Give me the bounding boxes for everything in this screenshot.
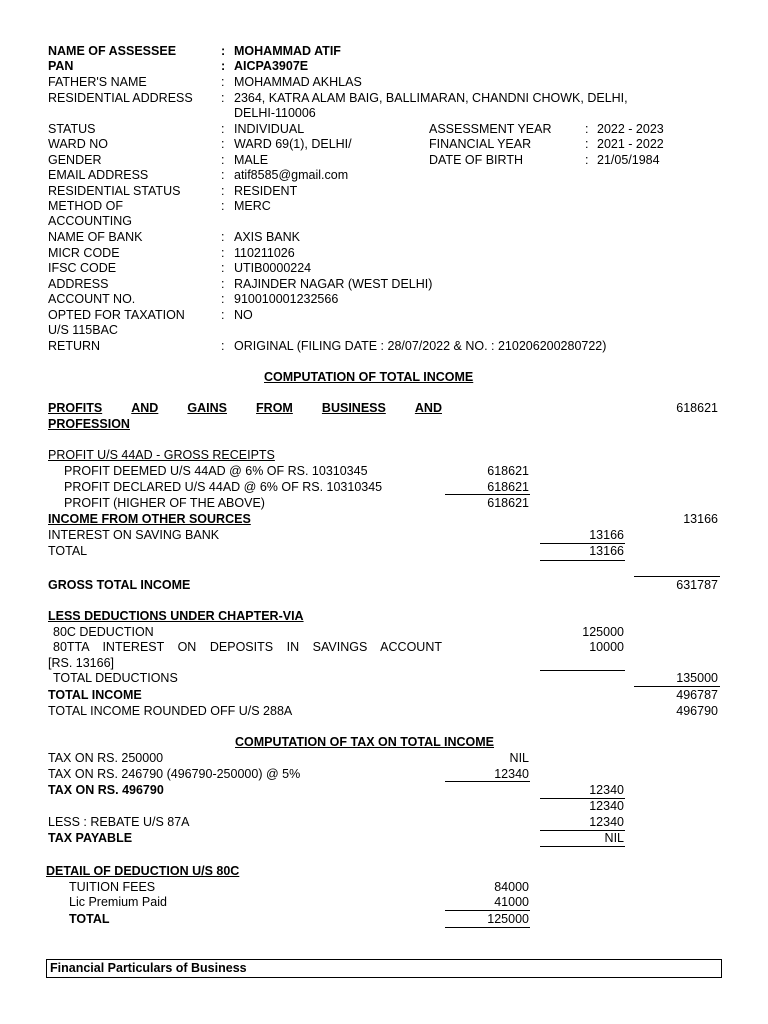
ios-total-value: 13166: [589, 544, 624, 558]
deductions-heading: LESS DEDUCTIONS UNDER CHAPTER-VIA: [48, 609, 304, 623]
total-deductions-label: TOTAL DEDUCTIONS: [53, 671, 178, 685]
rule: [445, 494, 530, 495]
dob-label: DATE OF BIRTH: [429, 153, 523, 167]
address-value-line2: DELHI-110006: [234, 106, 316, 120]
rule: [634, 686, 720, 687]
total-deductions-value: 135000: [676, 671, 718, 685]
deemed-label: PROFIT DEEMED U/S 44AD @ 6% OF RS. 10310345: [64, 464, 368, 478]
total-income-label: TOTAL INCOME: [48, 688, 142, 702]
name-value: MOHAMMAD ATIF: [234, 44, 341, 58]
pgbp-heading-word: FROM: [256, 401, 293, 415]
pgbp-heading-word: AND: [131, 401, 159, 415]
rule: [445, 910, 530, 911]
colon: :: [221, 246, 225, 260]
method-label-line2: ACCOUNTING: [48, 214, 133, 228]
rule: [634, 576, 720, 577]
colon: :: [221, 230, 225, 244]
pgbp-heading-word: PROFITS: [48, 401, 103, 415]
bank-address-label: ADDRESS: [48, 277, 109, 291]
assessment-year-label: ASSESSMENT YEAR: [429, 122, 552, 136]
status-label: STATUS: [48, 122, 96, 136]
father-value: MOHAMMAD AKHLAS: [234, 75, 362, 89]
slab2-value: 12340: [494, 767, 529, 781]
deemed-value: 618621: [487, 464, 529, 478]
bank-name-value: AXIS BANK: [234, 230, 300, 244]
pgbp-total: 618621: [676, 401, 718, 415]
slab1-value: NIL: [509, 751, 529, 765]
tax-subtotal-value: 12340: [589, 799, 624, 813]
colon: :: [221, 261, 225, 275]
tax-payable-label: TAX PAYABLE: [48, 831, 133, 845]
declared-value: 618621: [487, 480, 529, 494]
pan-label: PAN: [48, 59, 74, 73]
financial-year-value: 2021 - 2022: [597, 137, 664, 151]
email-value: atif8585@gmail.com: [234, 168, 349, 182]
address-value-line1: 2364, KATRA ALAM BAIG, BALLIMARAN, CHANDNI CHOWK, DELHI,: [234, 91, 628, 105]
address-label: RESIDENTIAL ADDRESS: [48, 91, 193, 105]
gti-label: GROSS TOTAL INCOME: [48, 578, 191, 592]
name-label: NAME OF ASSESSEE: [48, 44, 177, 58]
rule: [540, 846, 625, 847]
opted-label-line2: U/S 115BAC: [48, 323, 118, 337]
colon: :: [221, 339, 225, 353]
d80tta-value: 10000: [589, 640, 624, 654]
colon: :: [221, 292, 225, 306]
tax-payable-value: NIL: [604, 831, 624, 845]
rebate-label: LESS : REBATE U/S 87A: [48, 815, 190, 829]
pgbp-heading-word: AND: [414, 401, 442, 415]
ios-heading: INCOME FROM OTHER SOURCES: [48, 512, 251, 526]
colon: :: [221, 122, 225, 136]
rule: [540, 560, 625, 561]
u44ad-heading: PROFIT U/S 44AD - GROSS RECEIPTS: [48, 448, 275, 462]
residential-status-value: RESIDENT: [234, 184, 298, 198]
colon: :: [221, 184, 225, 198]
colon: :: [221, 137, 225, 151]
rule: [540, 670, 625, 671]
slab2-label: TAX ON RS. 246790 (496790-250000) @ 5%: [48, 767, 301, 781]
tuition-label: TUITION FEES: [69, 880, 156, 894]
micr-label: MICR CODE: [48, 246, 120, 260]
colon: :: [221, 308, 225, 322]
saving-value: 13166: [589, 528, 624, 542]
d80tta-label-line1: 80TTA INTEREST ON DEPOSITS IN SAVINGS ACCOUNT: [53, 640, 442, 654]
colon: :: [221, 44, 226, 58]
financial-particulars-title: Financial Particulars of Business: [50, 961, 247, 975]
colon: :: [221, 199, 225, 213]
assessment-year-value: 2022 - 2023: [597, 122, 664, 136]
opted-value: NO: [234, 308, 253, 322]
gender-label: GENDER: [48, 153, 102, 167]
account-label: ACCOUNT NO.: [48, 292, 136, 306]
ward-label: WARD NO: [48, 137, 108, 151]
saving-label: INTEREST ON SAVING BANK: [48, 528, 220, 542]
bank-name-label: NAME OF BANK: [48, 230, 143, 244]
colon: :: [221, 277, 225, 291]
dob-value: 21/05/1984: [597, 153, 660, 167]
rule: [445, 927, 530, 928]
ifsc-value: UTIB0000224: [234, 261, 312, 275]
slab1-label: TAX ON RS. 250000: [48, 751, 164, 765]
d80c-total-value: 125000: [487, 912, 529, 926]
gti-value: 631787: [676, 578, 718, 592]
return-label: RETURN: [48, 339, 101, 353]
total-income-value: 496787: [676, 688, 718, 702]
lic-label: Lic Premium Paid: [69, 895, 167, 909]
financial-particulars-box: [46, 959, 722, 978]
email-label: EMAIL ADDRESS: [48, 168, 149, 182]
colon: :: [221, 75, 225, 89]
colon: :: [585, 122, 589, 136]
financial-year-label: FINANCIAL YEAR: [429, 137, 532, 151]
method-label-line1: METHOD OF: [48, 199, 123, 213]
return-value: ORIGINAL (FILING DATE : 28/07/2022 & NO. : 210206200280722): [234, 339, 607, 353]
pgbp-heading: [48, 401, 442, 416]
ward-value: WARD 69(1), DELHI/: [234, 137, 352, 151]
bank-address-value: RAJINDER NAGAR (WEST DELHI): [234, 277, 433, 291]
colon: :: [221, 153, 225, 167]
gender-value: MALE: [234, 153, 269, 167]
tuition-value: 84000: [494, 880, 529, 894]
residential-status-label: RESIDENTIAL STATUS: [48, 184, 181, 198]
d80c-section-title: DETAIL OF DEDUCTION U/S 80C: [46, 864, 240, 878]
d80c-value: 125000: [582, 625, 624, 639]
status-value: INDIVIDUAL: [234, 122, 305, 136]
colon: :: [221, 168, 225, 182]
micr-value: 110211026: [234, 246, 295, 260]
colon: :: [585, 137, 589, 151]
ios-total-label: TOTAL: [48, 544, 88, 558]
declared-label: PROFIT DECLARED U/S 44AD @ 6% OF RS. 10310345: [64, 480, 383, 494]
opted-label-line1: OPTED FOR TAXATION: [48, 308, 185, 322]
rounded-income-label: TOTAL INCOME ROUNDED OFF U/S 288A: [48, 704, 293, 718]
higher-label: PROFIT (HIGHER OF THE ABOVE): [64, 496, 265, 510]
rule: [445, 781, 530, 782]
ios-total: 13166: [683, 512, 718, 526]
rounded-income-value: 496790: [676, 704, 718, 718]
higher-value: 618621: [487, 496, 529, 510]
tax-on-value: 12340: [589, 783, 624, 797]
colon: :: [221, 59, 226, 73]
lic-value: 41000: [494, 895, 529, 909]
colon: :: [221, 91, 225, 105]
pgbp-heading-line2: PROFESSION: [48, 417, 130, 431]
income-section-title: COMPUTATION OF TOTAL INCOME: [264, 370, 474, 384]
rebate-value: 12340: [589, 815, 624, 829]
tax-section-title: COMPUTATION OF TAX ON TOTAL INCOME: [235, 735, 495, 749]
method-value: MERC: [234, 199, 271, 213]
tax-on-label: TAX ON RS. 496790: [48, 783, 164, 797]
father-label: FATHER'S NAME: [48, 75, 147, 89]
pgbp-heading-word: BUSINESS: [321, 401, 386, 415]
pan-value: AICPA3907E: [234, 59, 309, 73]
d80c-label: 80C DEDUCTION: [53, 625, 154, 639]
d80tta-label-line2: [RS. 13166]: [48, 656, 115, 670]
d80c-total-label: TOTAL: [69, 912, 110, 926]
colon: :: [585, 153, 589, 167]
account-value: 910010001232566: [234, 292, 339, 306]
pgbp-heading-word: GAINS: [187, 401, 227, 415]
ifsc-label: IFSC CODE: [48, 261, 117, 275]
